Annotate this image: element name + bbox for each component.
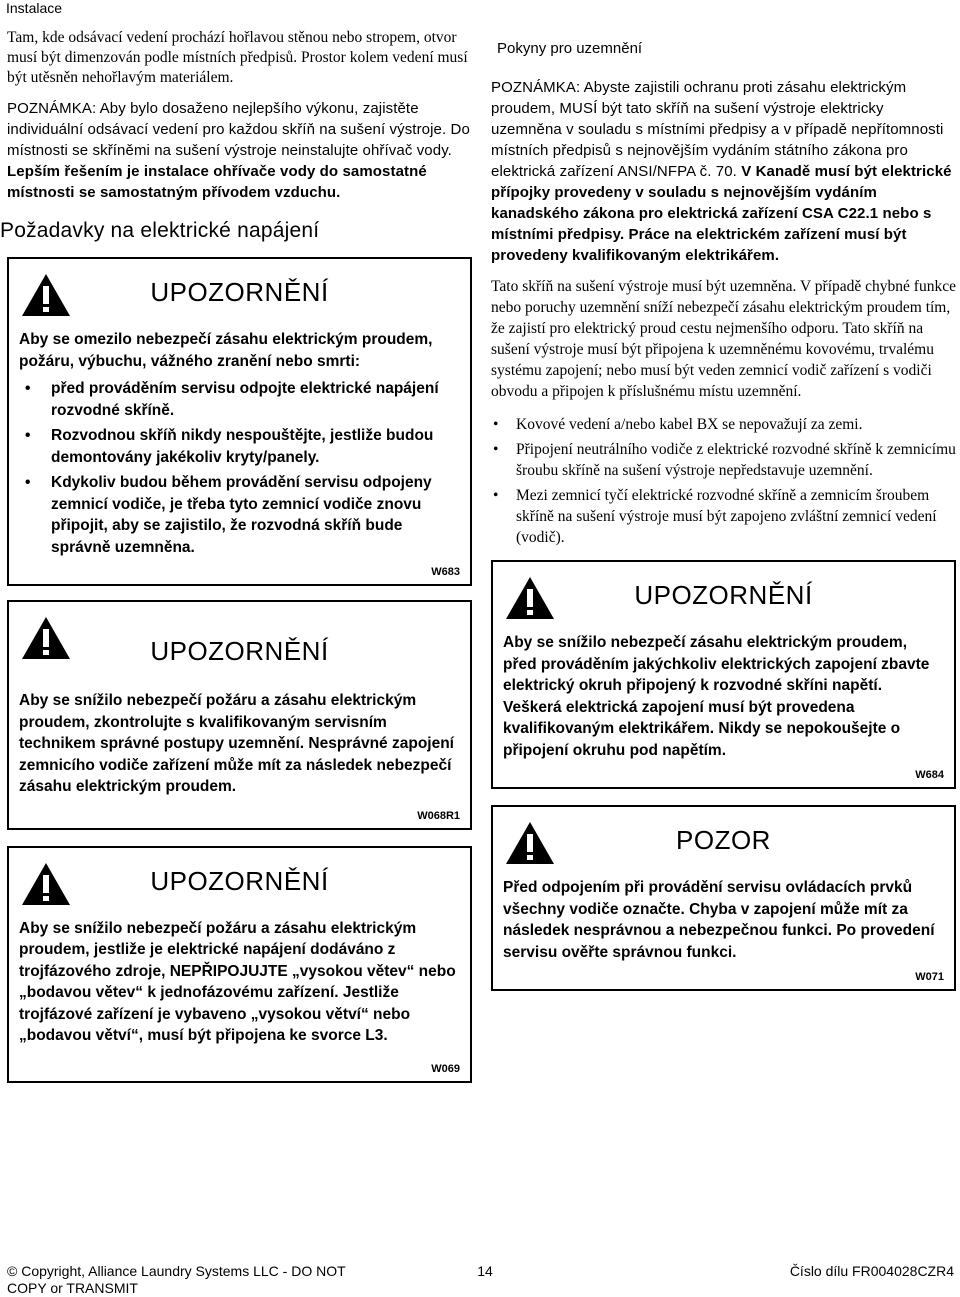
grounding-body-paragraph: Tato skříň na sušení výstroje musí být uzemněna. V případě chybné funkce nebo poruchy uzemnění sníží nebezpečí zásahu elektrickým proudem tím, že zajistí pro elektrický proud cestu nejmenšího odporu. Tato skříň na sušení výstroje musí být připojena k uzemněnému kovovému, trvalému systému zapojení; nebo musí být veden zemnicí vodič zařízení s vodiči obvodu a připojen k příslušnému místu uzemnění. bbox=[491, 278, 956, 400]
warning-box-w068r1 bbox=[7, 600, 472, 830]
section-header-label: Instalace bbox=[6, 0, 63, 16]
note-paragraph bbox=[7, 98, 472, 203]
caution-body: Před odpojením při provádění servisu ovládacích prvků všechny vodiče označte. Chyba v zapojení může mít za následek nesprávnou a nebezpečnou funkci. Po provedení servisu ověřte správnou funkci. bbox=[503, 879, 935, 961]
grounding-note: POZNÁMKA: Abyste zajistili ochranu proti zásahu elektrickým proudem, MUSÍ být tato skříň na sušení výstroje elektricky uzemněna v souladu s místními předpisy a v případě nepřítomnosti místních předpisů s nejnovějším vydáním státního zákona pro elektrická zařízení ANSI/NFPA č. 70. bbox=[491, 79, 944, 180]
grounding-bullet: • Mezi zemnicí tyčí elektrické rozvodné skříně a zemnicím šroubem skříně na sušení výstroje musí být zapojeno zvláštní zemnicí vedení (vodič). bbox=[491, 485, 956, 548]
warning-code: W683 bbox=[431, 566, 460, 578]
footer-part-number: Číslo dílu FR004028CZR4 bbox=[789, 1263, 954, 1279]
footer-copyright: © Copyright, Alliance Laundry Systems LLC - DO NOT COPY or TRANSMIT bbox=[7, 1263, 346, 1296]
warning-bullet-list bbox=[19, 378, 460, 558]
grounding-note-paragraph bbox=[491, 77, 956, 266]
warning-code: W069 bbox=[431, 1062, 460, 1075]
warning-box-w684 bbox=[491, 560, 956, 789]
note-text-2: Do místnosti se skříněmi na sušení výstroje neinstalujte ohřívač vody. bbox=[7, 121, 470, 159]
right-column bbox=[491, 40, 956, 991]
warning-code: W684 bbox=[915, 769, 944, 781]
warning-bullet: • Kdykoliv budou během provádění servisu odpojeny zemnicí vodiče, je třeba tyto zemnicí vodiče znovu připojit, aby se zajistilo, že rozvodná skříň bude správně uzemněna. bbox=[19, 472, 460, 558]
warning-body: Aby se snížilo nebezpečí zásahu elektrickým proudem, před prováděním jakýchkoliv elektrických zapojení zbavte elektrický okruh připojený k rozvodné skříni napětí. Veškerá elektrická zapojení musí být provedena kvalifikovaným elektrikářem. Nikdy se nepokoušejte o připojení okruhu pod napětím. bbox=[503, 634, 930, 759]
warning-title: UPOZORNĚNÍ bbox=[150, 277, 329, 307]
warning-body: Aby se snížilo nebezpečí požáru a zásahu elektrickým proudem, jestliže je elektrické napájení dodáváno z trojfázového zdroje, NEPŘIPOJUJTE „vysokou větev“ nebo „bodavou větev“ k jednofázovému zařízení. Jestliže trojfázové zařízení je vybaveno „vysokou větví“ nebo „bodavou větví“, musí být připojena ke svorce L3. bbox=[19, 919, 456, 1044]
caution-box-w071 bbox=[491, 805, 956, 991]
intro-paragraph: Tam, kde odsávací vedení prochází hořlavou stěnou nebo stropem, otvor musí být dimenzován podle místních předpisů. Prostor kolem vedení musí být utěsněn nehořlavým materiálem. bbox=[7, 29, 468, 86]
warning-lead: Aby se omezilo nebezpečí zásahu elektrickým proudem, požáru, výbuchu, vážného zranění nebo smrti: bbox=[19, 331, 433, 370]
grounding-bullet: • Připojení neutrálního vodiče z elektrické rozvodné skříně k zemnicímu šroubu skříně na sušení výstroje nepředstavuje uzemnění. bbox=[491, 439, 956, 481]
grounding-note-2: V Kanadě musí být elektrické přípojky provedeny v souladu s nejnovějším vydáním kanadského zákona pro elektrická zařízení CSA C22.1 nebo s místními předpisy. bbox=[491, 163, 952, 243]
warning-title: UPOZORNĚNÍ bbox=[634, 580, 813, 610]
caution-title: POZOR bbox=[676, 825, 771, 855]
warning-title: UPOZORNĚNÍ bbox=[150, 865, 329, 896]
warning-box-w069 bbox=[7, 846, 472, 1083]
section-title: Požadavky na elektrické napájení bbox=[0, 219, 320, 242]
subsection-heading: Pokyny pro uzemnění bbox=[497, 40, 643, 57]
warning-bullet: • před prováděním servisu odpojte elektrické napájení rozvodné skříně. bbox=[19, 378, 460, 421]
warning-bullet: • Rozvodnou skříň nikdy nespouštějte, jestliže budou demontovány jakékoliv kryty/panely. bbox=[19, 425, 460, 468]
note-text: POZNÁMKA: Aby bylo dosaženo nejlepšího výkonu, zajistěte individuální odsávací vedení pro každou skříň na sušení výstroje. bbox=[7, 100, 447, 138]
warning-title: UPOZORNĚNÍ bbox=[150, 636, 329, 666]
warning-code: W068R1 bbox=[417, 809, 460, 822]
note-text-3: Lepším řešením je instalace ohřívače vody do samostatné místnosti se samostatným přívodem vzduchu. bbox=[7, 163, 427, 201]
grounding-bullet: • Kovové vedení a/nebo kabel BX se nepovažují za zemi. bbox=[491, 414, 956, 435]
grounding-note-3: Práce na elektrickém zařízení musí být provedeny kvalifikovaným elektrikářem. bbox=[491, 226, 907, 264]
left-column bbox=[0, 28, 472, 1083]
grounding-bullet-list bbox=[491, 414, 956, 548]
footer-page-number: 14 bbox=[477, 1263, 493, 1279]
caution-code: W071 bbox=[915, 971, 944, 983]
warning-body: Aby se snížilo nebezpečí požáru a zásahu elektrickým proudem, zkontrolujte s kvalifikovaným servisním technikem správné postupy uzemnění. Nesprávné zapojení zemnicího vodiče zařízení může mít za následek nebezpečí zásahu elektrickým proudem. bbox=[19, 692, 454, 795]
warning-box-w683 bbox=[7, 257, 472, 586]
